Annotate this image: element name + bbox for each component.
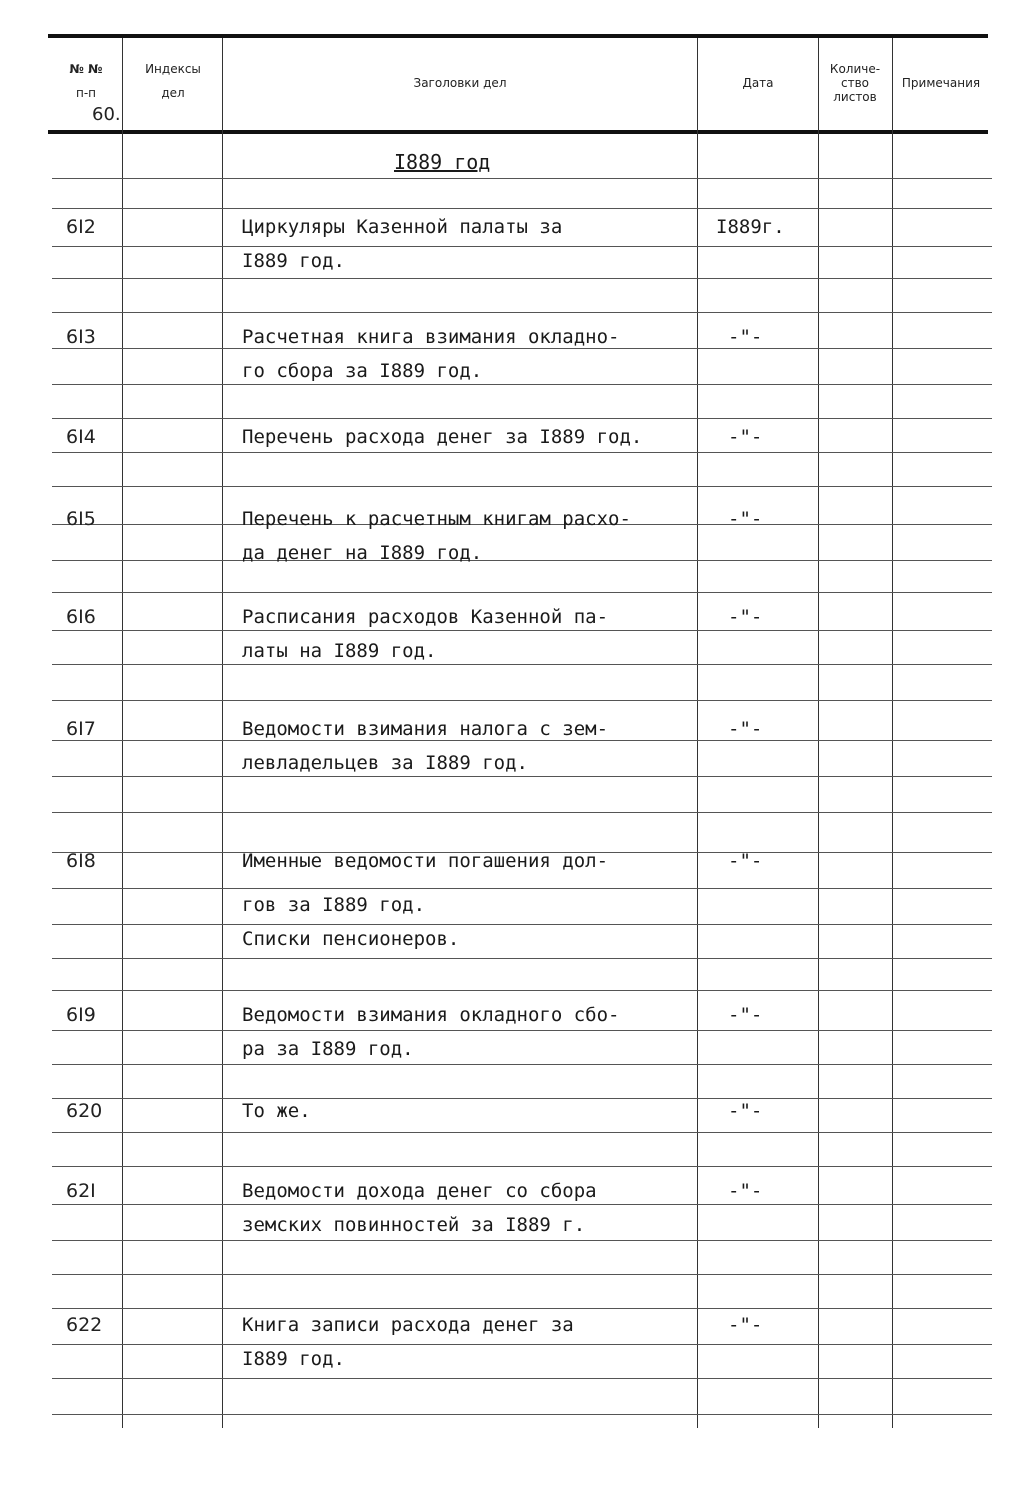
entry-date: I889г. — [716, 216, 785, 238]
ruled-line — [52, 208, 992, 209]
entry-title-line: да денег на I889 год. — [242, 542, 483, 564]
header-count — [818, 62, 892, 104]
ruled-line — [52, 776, 992, 777]
ruled-line — [52, 990, 992, 991]
ruled-line — [52, 1378, 992, 1379]
ruled-line — [52, 384, 992, 385]
entry-title-line: Перечень к расчетным книгам расхо- — [242, 508, 631, 530]
entry-title-line: Именные ведомости погашения дол- — [242, 850, 609, 872]
entry-date: -"- — [728, 1180, 763, 1202]
entry-date: -"- — [728, 426, 763, 448]
entry-date: -"- — [728, 718, 763, 740]
entry-number: 6I4 — [66, 426, 96, 448]
ruled-line — [52, 812, 992, 813]
header-title: Заголовки дел — [413, 76, 507, 90]
ruled-line — [52, 958, 992, 959]
entry-number: 62I — [66, 1180, 96, 1202]
ruled-line — [52, 1166, 992, 1167]
header-count-line2: ство — [840, 76, 869, 90]
entry-title-line: ра за I889 год. — [242, 1038, 414, 1060]
entry-number: 6I8 — [66, 850, 96, 872]
header-count-line1: Количе- — [829, 62, 881, 76]
ruled-line — [52, 1064, 992, 1065]
header-index-label: Индексы — [145, 62, 201, 76]
ruled-line — [52, 278, 992, 279]
ruled-line — [52, 592, 992, 593]
entry-title-line: I889 год. — [242, 1348, 345, 1370]
entry-number: 6I5 — [66, 508, 96, 530]
ruled-line — [52, 1344, 992, 1345]
section-title: I889 год — [394, 150, 491, 174]
entry-date: -"- — [728, 326, 763, 348]
entry-date: -"- — [728, 850, 763, 872]
ruled-line — [52, 1098, 992, 1099]
entry-date: -"- — [728, 508, 763, 530]
ruled-line — [52, 560, 992, 561]
header-index-sub: дел — [161, 86, 185, 100]
entry-number: 622 — [66, 1314, 103, 1336]
header-number-label: № № — [69, 62, 103, 76]
ruled-line — [52, 418, 992, 419]
entry-date: -"- — [728, 1100, 763, 1122]
entry-title-line: Списки пенсионеров. — [242, 928, 460, 950]
entry-title-line: Расчетная книга взимания окладно- — [242, 326, 620, 348]
entry-title-line: го сбора за I889 год. — [242, 360, 483, 382]
entry-number: 6I3 — [66, 326, 96, 348]
entry-number: 6I6 — [66, 606, 96, 628]
entry-title-line: Расписания расходов Казенной па- — [242, 606, 609, 628]
header-date: Дата — [742, 76, 774, 90]
ruled-line — [52, 348, 992, 349]
ruled-line — [52, 1240, 992, 1241]
ruled-line — [52, 1204, 992, 1205]
header-index — [126, 62, 220, 100]
ruled-line — [52, 452, 992, 453]
entry-number: 6I9 — [66, 1004, 96, 1026]
ruled-line — [52, 312, 992, 313]
ruled-line — [52, 486, 992, 487]
entry-title-line: латы на I889 год. — [242, 640, 437, 662]
entry-title-line: То же. — [242, 1100, 311, 1122]
entry-title-line: Книга записи расхода денег за — [242, 1314, 574, 1336]
entry-date: -"- — [728, 606, 763, 628]
entry-date: -"- — [728, 1314, 763, 1336]
header-count-line3: листов — [833, 90, 877, 104]
header-number-sub: п-п — [75, 86, 97, 100]
ruled-line — [52, 1132, 992, 1133]
entry-number: 6I2 — [66, 216, 96, 238]
header-notes: Примечания — [901, 76, 981, 90]
ruled-line — [52, 664, 992, 665]
entry-number: 620 — [66, 1100, 103, 1122]
entry-title-line: земских повинностей за I889 г. — [242, 1214, 586, 1236]
ruled-line — [52, 924, 992, 925]
ruled-line — [52, 246, 992, 247]
ruled-line — [52, 1274, 992, 1275]
ruled-line — [52, 888, 992, 889]
entry-date: -"- — [728, 1004, 763, 1026]
ruled-line — [52, 1414, 992, 1415]
entry-title-line: Ведомости взимания налога с зем- — [242, 718, 609, 740]
ruled-line — [52, 178, 992, 179]
entry-title-line: Ведомости дохода денег со сбора — [242, 1180, 597, 1202]
entry-title-line: Циркуляры Казенной палаты за — [242, 216, 563, 238]
top-rule — [48, 34, 988, 38]
entry-number: 6I7 — [66, 718, 96, 740]
entry-title-line: гов за I889 год. — [242, 894, 426, 916]
header-number — [52, 62, 120, 100]
entry-title-line: Перечень расхода денег за I889 год. — [242, 426, 643, 448]
ruled-line — [52, 1030, 992, 1031]
ruled-line — [52, 630, 992, 631]
entry-title-line: левладельцев за I889 год. — [242, 752, 528, 774]
entry-title-line: I889 год. — [242, 250, 345, 272]
entry-title-line: Ведомости взимания окладного сбо- — [242, 1004, 620, 1026]
ruled-line — [52, 740, 992, 741]
ruled-line — [52, 700, 992, 701]
header-rule — [48, 130, 988, 134]
ruled-line — [52, 1308, 992, 1309]
header-page-number: 60. — [92, 104, 121, 125]
